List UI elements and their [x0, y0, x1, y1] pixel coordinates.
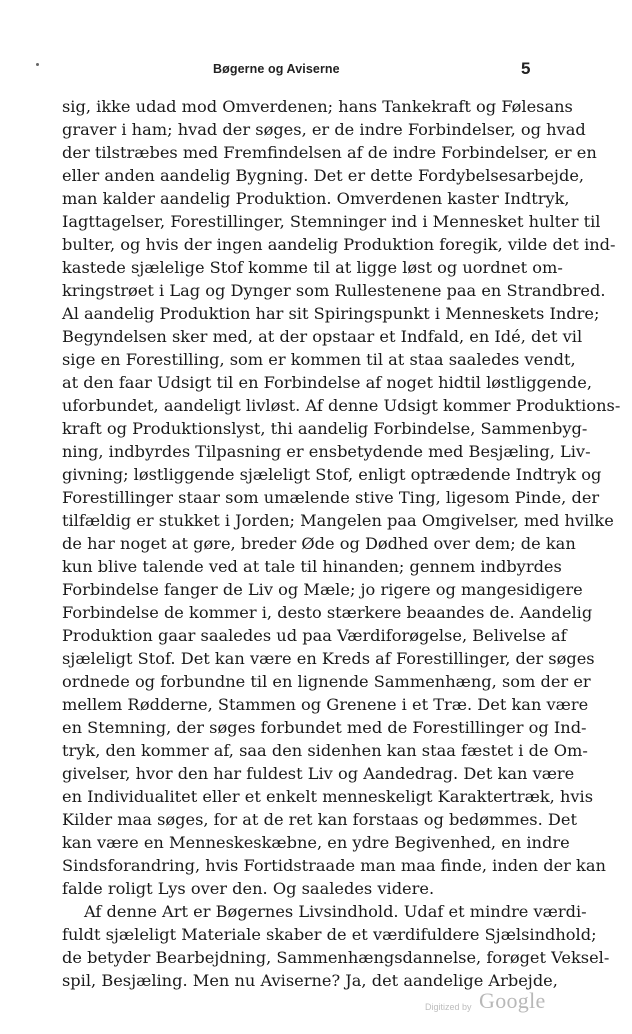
text-line: en Stemning, der søges forbundet med de Forestillinger og Ind-	[62, 718, 587, 737]
text-line: givning; løstliggende sjæleligt Stof, enligt optrædende Indtryk og	[62, 465, 602, 484]
text-line: sig, ikke udad mod Omverdenen; hans Tankekraft og Følesans	[62, 97, 573, 116]
text-line: Sindsforandring, hvis Fortidstraade man maa finde, inden der kan	[62, 856, 606, 875]
running-title: Bøgerne og Aviserne	[213, 62, 340, 76]
text-line: mellem Rødderne, Stammen og Grenene i et Træ. Det kan være	[62, 695, 589, 714]
text-line: kringstrøet i Lag og Dynger som Rullestenene paa en Strandbred.	[62, 281, 606, 300]
body-text	[62, 95, 621, 992]
watermark-prefix: Digitized by	[425, 1002, 472, 1012]
text-line: Forbindelse fanger de Liv og Mæle; jo rigere og mangesidigere	[62, 580, 583, 599]
text-line: bulter, og hvis der ingen aandelig Produktion foregik, vilde det ind-	[62, 235, 616, 254]
text-line: tryk, den kommer af, saa den sidenhen kan staa fæstet i de Om-	[62, 741, 588, 760]
page-number: 5	[521, 59, 531, 78]
text-line: graver i ham; hvad der søges, er de indre Forbindelser, og hvad	[62, 120, 586, 139]
text-line: kastede sjælelige Stof komme til at ligge løst og uordnet om-	[62, 258, 563, 277]
text-line: givelser, hvor den har fuldest Liv og Aandedrag. Det kan være	[62, 764, 575, 783]
text-line: at den faar Udsigt til en Forbindelse af noget hidtil løstliggende,	[62, 373, 593, 392]
paragraph-end-line: falde roligt Lys over den. Og saaledes videre.	[62, 879, 435, 898]
text-line: sjæleligt Stof. Det kan være en Kreds af Forestillinger, der søges	[62, 649, 595, 668]
text-line: Iagttagelser, Forestillinger, Stemninger ind i Mennesket hulter til	[62, 212, 601, 231]
text-line: eller anden aandelig Bygning. Det er dette Fordybelsesarbejde,	[62, 166, 585, 185]
text-line: kun blive talende ved at tale til hinanden; gennem indbyrdes	[62, 557, 562, 576]
text-line: de har noget at gøre, breder Øde og Dødhed over dem; de kan	[62, 534, 576, 553]
text-line: man kalder aandelig Produktion. Omverdenen kaster Indtryk,	[62, 189, 570, 208]
text-line: en Individualitet eller et enkelt menneskeligt Karaktertræk, hvis	[62, 787, 594, 806]
paragraph-start-line: Af denne Art er Bøgernes Livsindhold. Udaf et mindre værdi-	[84, 902, 587, 921]
text-line: spil, Besjæling. Men nu Aviserne? Ja, det aandelige Arbejde,	[62, 971, 558, 990]
text-line: kraft og Produktionslyst, thi aandelig Forbindelse, Sammenbyg-	[62, 419, 588, 438]
digitized-watermark	[425, 988, 615, 1018]
text-line: Kilder maa søges, for at de ret kan forstaas og bedømmes. Det	[62, 810, 577, 829]
text-line: Forbindelse de kommer i, desto stærkere beaandes de. Aandelig	[62, 603, 593, 622]
text-line: Forestillinger staar som umælende stive Ting, ligesom Pinde, der	[62, 488, 600, 507]
text-line: sige en Forestilling, som er kommen til at staa saaledes vendt,	[62, 350, 576, 369]
text-line: Al aandelig Produktion har sit Spiringspunkt i Menneskets Indre;	[62, 304, 600, 323]
running-head	[0, 59, 632, 82]
text-line: ordnede og forbundne til en lignende Sammenhæng, som der er	[62, 672, 591, 691]
text-line: de betyder Bearbejdning, Sammenhængsdannelse, forøget Veksel-	[62, 948, 610, 967]
text-line: kan være en Menneskeskæbne, en ydre Begivenhed, en indre	[62, 833, 570, 852]
text-line: uforbundet, aandeligt livløst. Af denne Udsigt kommer Produktions-	[62, 396, 621, 415]
text-line: der tilstræbes med Fremfindelsen af de indre Forbindelser, er en	[62, 143, 597, 162]
text-line: Begyndelsen sker med, at der opstaar et Indfald, en Idé, det vil	[62, 327, 583, 346]
text-line: fuldt sjæleligt Materiale skaber de et værdifuldere Sjælsindhold;	[62, 925, 597, 944]
google-logo: Google	[479, 988, 546, 1013]
text-line: Produktion gaar saaledes ud paa Værdiforøgelse, Belivelse af	[62, 626, 567, 645]
text-line: ning, indbyrdes Tilpasning er ensbetydende med Besjæling, Liv-	[62, 442, 591, 461]
text-line: tilfældig er stukket i Jorden; Mangelen paa Omgivelser, med hvilke	[62, 511, 614, 530]
